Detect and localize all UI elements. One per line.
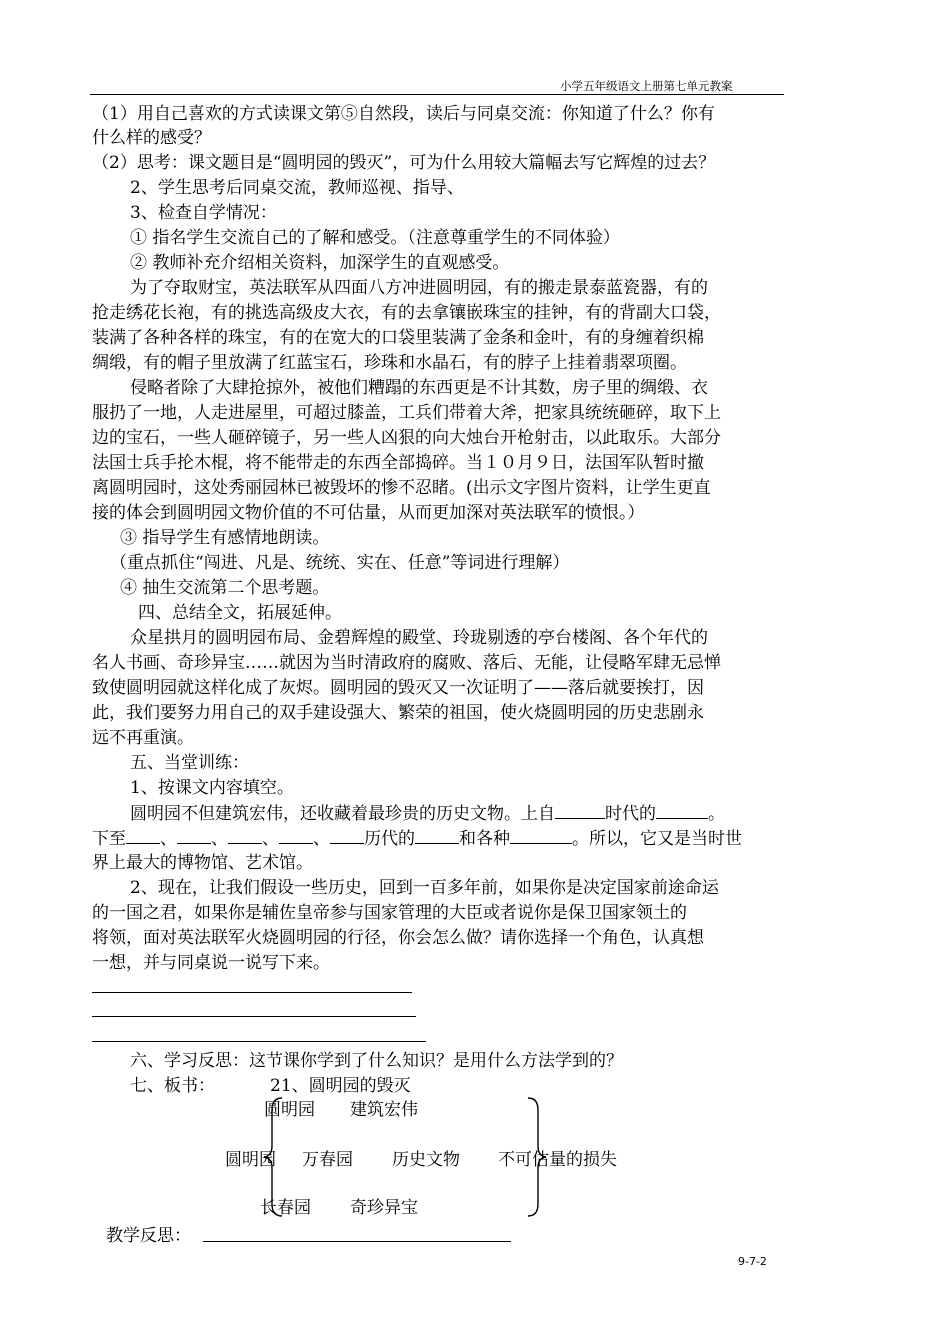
board-item: 奇珍异宝 [350,1198,418,1218]
text-line: （重点抓住“闯进、凡是、统统、实在、任意”等词进行理解） [110,553,570,573]
section-heading: 五、当堂训练： [130,753,249,773]
text-line: （2）思考：课文题目是“圆明园的毁灭”，可为什么用较大篇幅去写它辉煌的过去？ [92,153,716,173]
text-line: 将领，面对英法联军火烧圆明园的行径，你会怎么做？请你选择一个角色，认真想 [92,928,704,948]
fill-line: 下至 、 、 、 、 历代的 和各种 。所以，它又是当时世 [92,829,742,849]
text-line: 离圆明园时，这处秀丽园林已被毁坏的惨不忍睹。(出示文字图片资料，让学生更直 [92,478,711,498]
answer-line[interactable] [92,992,412,993]
text-line: 界上最大的博物馆、艺术馆。 [92,853,313,873]
fill-blank[interactable] [126,828,160,844]
text-line: 2、现在，让我们假设一些历史，回到一百多年前，如果你是决定国家前途命运 [130,878,719,898]
header-rule [90,94,784,95]
fill-blank[interactable] [177,828,211,844]
fill-blank[interactable] [228,828,262,844]
text-line: （1）用自己喜欢的方式读课文第⑤自然段，读后与同桌交流：你知道了什么？你有 [92,104,715,124]
answer-line[interactable] [92,1016,416,1017]
text-line: 接的体会到圆明园文物价值的不可估量，从而更加深对英法联军的愤恨。） [92,503,645,523]
answer-line[interactable] [92,1041,426,1042]
text-line: ③ 指导学生有感情地朗读。 [120,528,330,548]
section-heading: 四、总结全文，拓展延伸。 [138,603,342,623]
board-item: 历史文物 [392,1150,460,1170]
text-line: 3、检查自学情况： [130,203,277,223]
board-item: 长春园 [260,1198,311,1218]
right-brace [522,1094,552,1220]
text-line: ② 教师补充介绍相关资料，加深学生的直观感受。 [130,253,510,273]
section-heading: 七、板书： [130,1076,215,1096]
board-item: 建筑宏伟 [350,1100,418,1120]
text-line: 2、学生思考后同桌交流，教师巡视、指导、 [130,178,464,198]
board-item: 不可估量的损失 [498,1150,617,1170]
fill-blank[interactable] [555,803,605,819]
text-line: 1、按课文内容填空。 [130,778,294,798]
text-line: 一想，并与同桌说一说写下来。 [92,953,330,973]
text-line: ④ 抽生交流第二个思考题。 [120,578,330,598]
text-line: 边的宝石，一些人砸碎镜子，另一些人凶狠的向大烛台开枪射击，以此取乐。大部分 [92,428,721,448]
fill-blank[interactable] [330,828,364,844]
fill-blank[interactable] [415,828,459,844]
text-line: 为了夺取财宝，英法联军从四面八方冲进圆明园，有的搬走景泰蓝瓷器，有的 [130,278,708,298]
text-line: 此，我们要努力用自己的双手建设强大、繁荣的祖国，使火烧圆明园的历史悲剧永 [92,703,704,723]
reflection-line[interactable] [203,1241,511,1242]
text-line: 什么样的感受？ [92,128,211,148]
left-brace [260,1094,290,1220]
section-heading: 六、学习反思：这节课你学到了什么知识？是用什么方法学到的？ [130,1051,623,1071]
text-line: 致使圆明园就这样化成了灰烬。圆明园的毁灭又一次证明了——落后就要挨打，因 [92,678,704,698]
text-line: 远不再重演。 [92,728,194,748]
fill-blank[interactable] [279,828,313,844]
page-header: 小学五年级语文上册第七单元教案 [560,79,733,93]
page-number: 9-7-2 [738,1255,767,1268]
board-item: 圆明园 [225,1150,276,1170]
text-line: 抢走绣花长袍，有的挑选高级皮大衣，有的去拿镶嵌珠宝的挂钟，有的背副大口袋， [92,303,721,323]
board-item: 万春园 [302,1150,353,1170]
fill-line: 圆明园不但建筑宏伟，还收藏着最珍贵的历史文物。上自 时代的 。 [130,804,725,824]
text-line: 侵略者除了大肆抢掠外，被他们糟蹋的东西更是不计其数，房子里的绸缎、衣 [130,378,708,398]
reflection-label: 教学反思： [106,1226,191,1246]
fill-blank[interactable] [656,803,708,819]
text-line: 的一国之君，如果你是辅佐皇帝参与国家管理的大臣或者说你是保卫国家领土的 [92,903,687,923]
text-line: 法国士兵手抡木棍，将不能带走的东西全部捣碎。当１０月９日，法国军队暂时撤 [92,453,704,473]
board-title: 21、圆明园的毁灭 [270,1076,411,1096]
text-line: ① 指名学生交流自己的了解和感受。（注意尊重学生的不同体验） [130,228,620,248]
text-line: 名人书画、奇珍异宝……就因为当时清政府的腐败、落后、无能，让侵略军肆无忌惮 [92,653,721,673]
fill-blank[interactable] [510,828,572,844]
text-line: 绸缎，有的帽子里放满了红蓝宝石，珍珠和水晶石，有的脖子上挂着翡翠项圈。 [92,353,687,373]
text-line: 众星拱月的圆明园布局、金碧辉煌的殿堂、玲珑剔透的亭台楼阁、各个年代的 [130,628,708,648]
board-item: 圆明园 [264,1100,315,1120]
text-line: 服扔了一地，人走进屋里，可超过膝盖，工兵们带着大斧，把家具统统砸碎，取下上 [92,403,721,423]
text-line: 装满了各种各样的珠宝，有的在宽大的口袋里装满了金条和金叶，有的身缠着织棉 [92,328,704,348]
